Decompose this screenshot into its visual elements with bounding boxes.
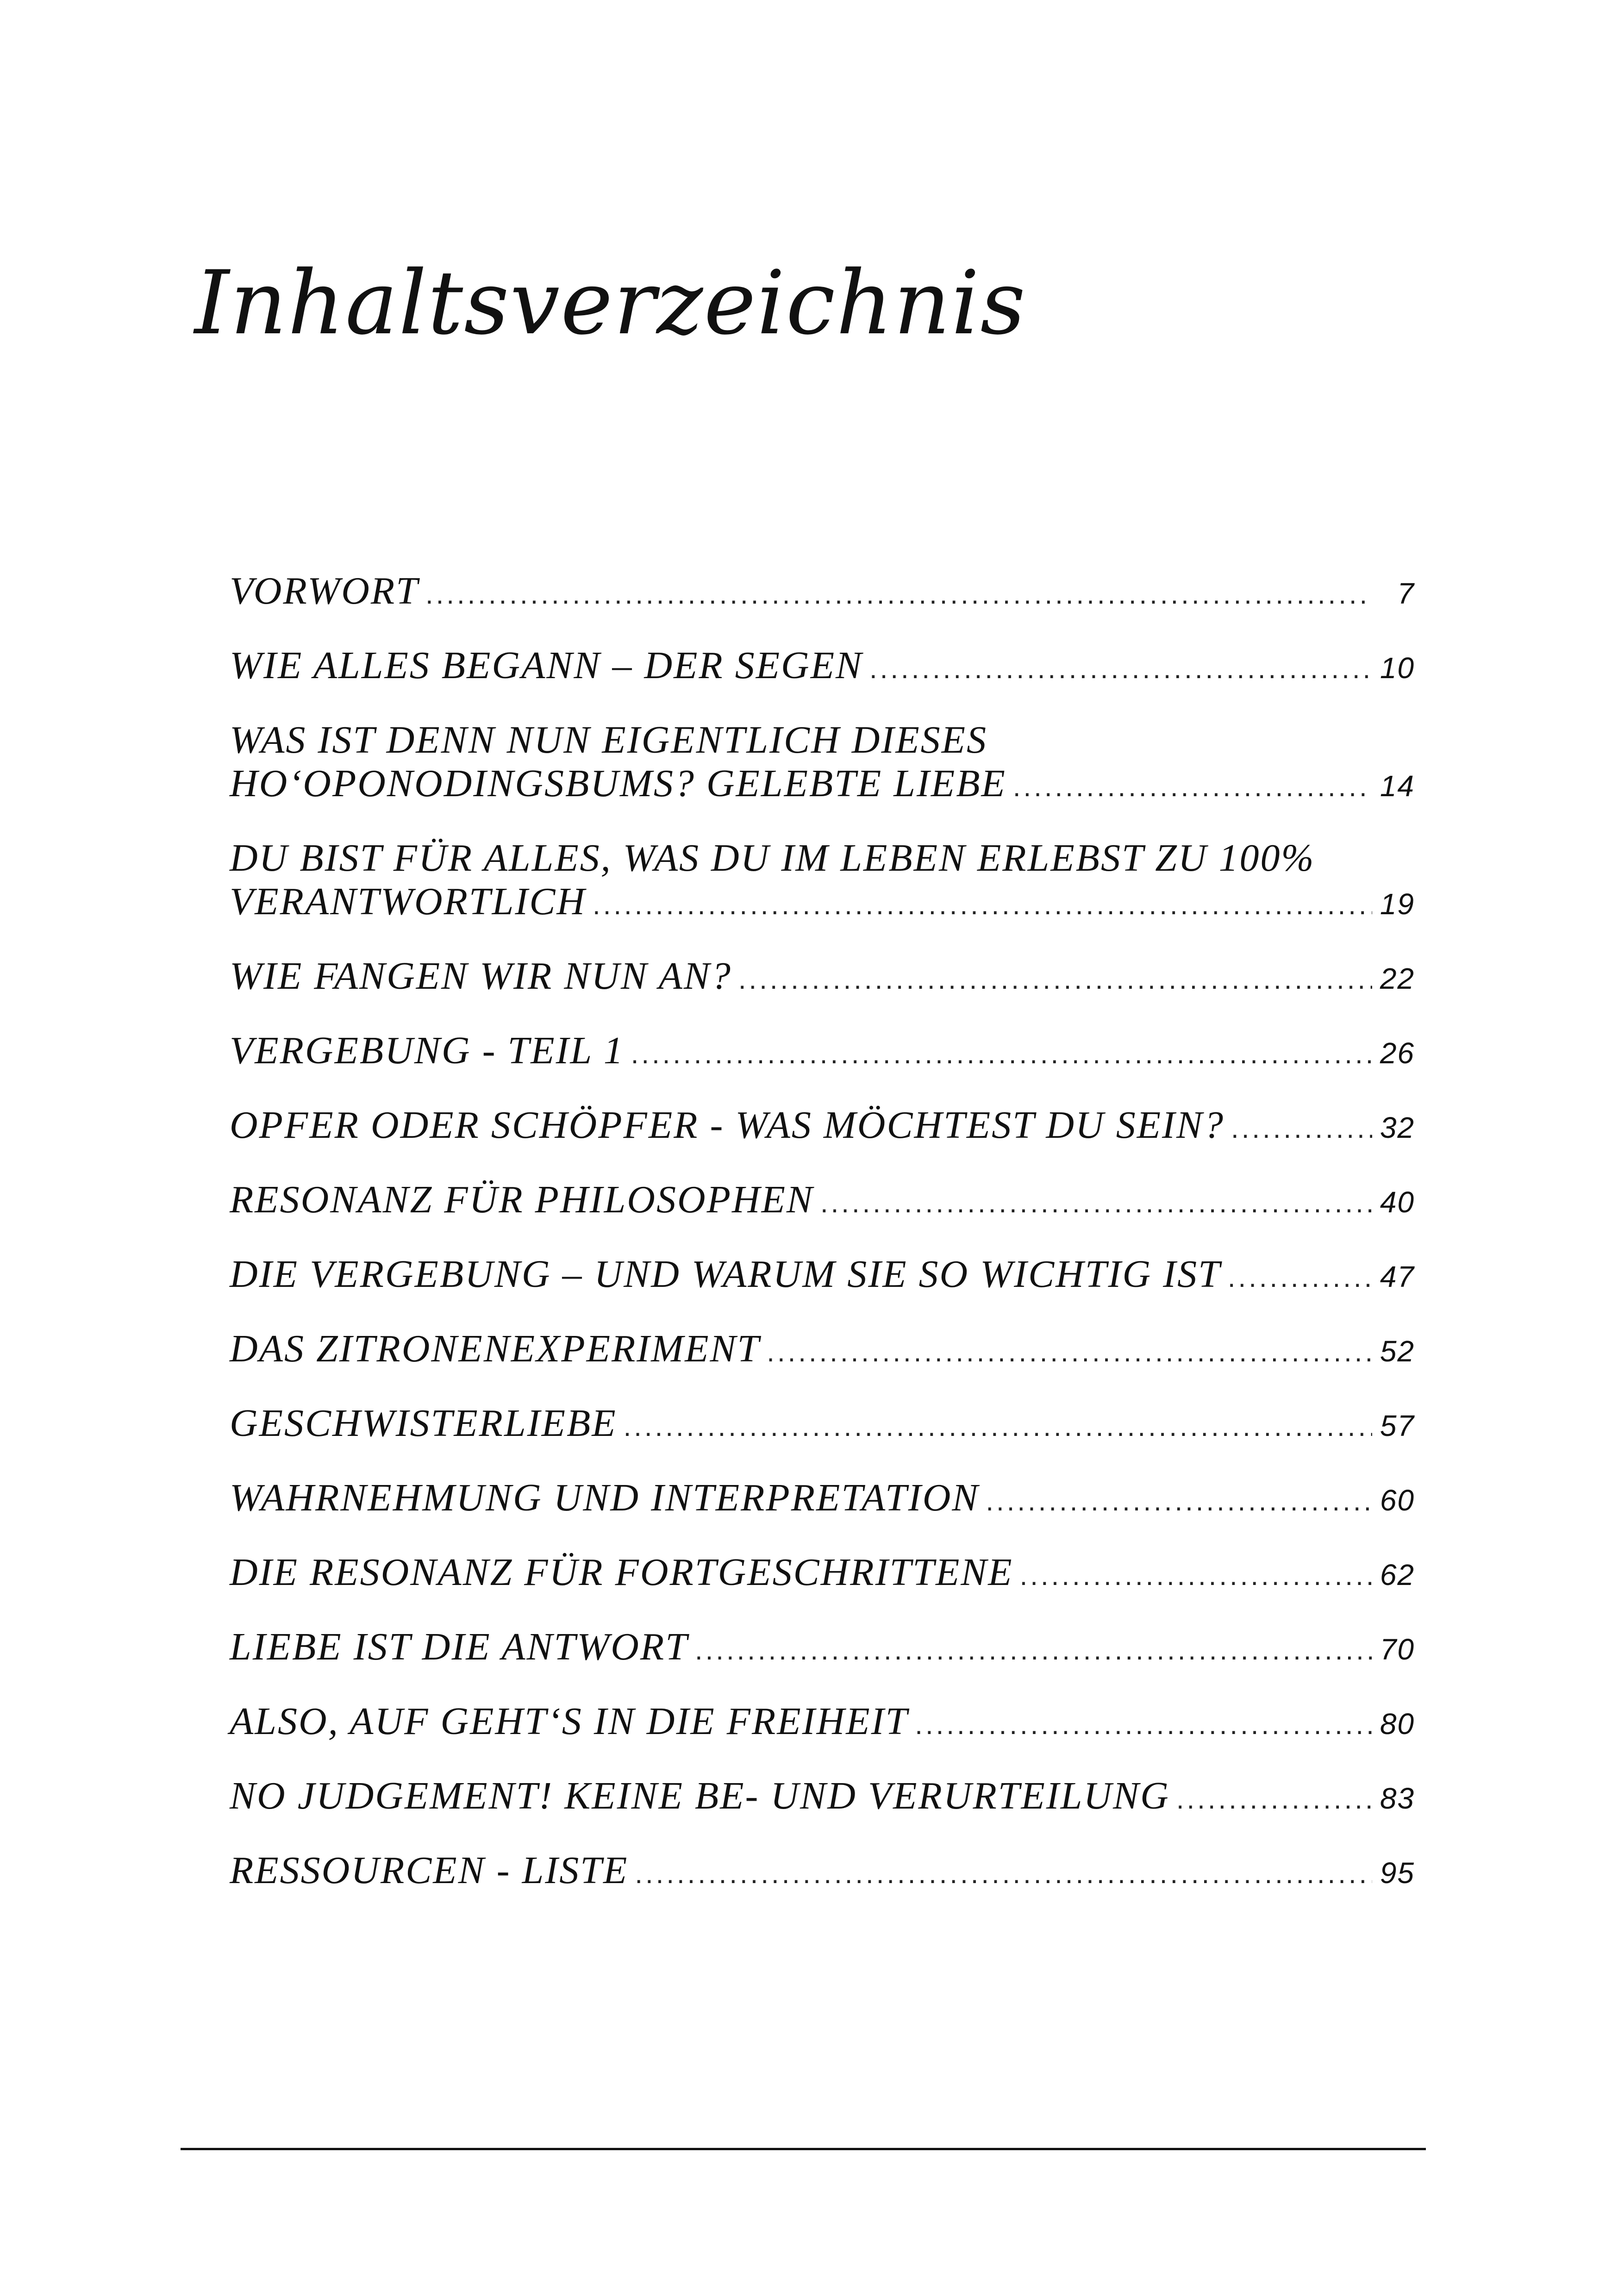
toc-entry-title: OPFER ODER SCHÖPFER - WAS MÖCHTEST DU SEIN? [230, 1104, 1225, 1147]
page-title: Inhaltsverzeichnis [194, 252, 1027, 354]
toc-entry-title: WIE FANGEN WIR NUN AN? [230, 955, 732, 998]
toc-page-number: 52 [1380, 1335, 1415, 1368]
toc-dot-leader [1228, 1256, 1372, 1299]
toc-entry-line [230, 1700, 1415, 1747]
toc-entry-line [230, 762, 1415, 809]
toc-entry-title: VORWORT [230, 569, 419, 612]
toc-entry-title: VERGEBUNG - TEIL 1 [230, 1029, 625, 1072]
toc-entry-title: WAS IST DENN NUN EIGENTLICH DIESES [230, 718, 987, 761]
toc-entry-line [230, 1625, 1415, 1672]
toc-entry-line [230, 1402, 1415, 1448]
toc-entry-title: RESSOURCEN - LISTE [230, 1849, 629, 1892]
toc-entry-line [230, 1774, 1415, 1821]
toc-dot-leader [1231, 1107, 1372, 1150]
toc-dot-leader [425, 573, 1372, 616]
toc-page-number: 60 [1380, 1484, 1415, 1517]
toc-entry[interactable] [230, 718, 1415, 809]
toc-entry-line [230, 1178, 1415, 1225]
toc-entry[interactable] [230, 1625, 1415, 1672]
toc-entry[interactable] [230, 955, 1415, 1001]
toc-dot-leader [1013, 765, 1372, 809]
toc-dot-leader [1020, 1554, 1372, 1597]
toc-page-number: 26 [1380, 1036, 1415, 1070]
toc-entry[interactable] [230, 1402, 1415, 1448]
toc-entry[interactable] [230, 1253, 1415, 1299]
toc-page-number: 32 [1380, 1111, 1415, 1144]
toc-entry-line [230, 955, 1415, 1001]
toc-page-number: 40 [1380, 1185, 1415, 1219]
toc-dot-leader [631, 1032, 1372, 1076]
toc-entry[interactable] [230, 1700, 1415, 1747]
toc-dot-leader [1176, 1778, 1372, 1821]
toc-dot-leader [820, 1181, 1372, 1225]
toc-page-number: 57 [1380, 1409, 1415, 1442]
toc-page-number: 22 [1380, 962, 1415, 995]
toc-entry-line [230, 1029, 1415, 1076]
toc-entry-title: GESCHWISTERLIEBE [230, 1402, 617, 1445]
toc-dot-leader [635, 1852, 1372, 1896]
toc-page-number: 47 [1380, 1260, 1415, 1293]
toc-entry-title: VERANTWORTLICH [230, 880, 587, 923]
toc-entry-line [230, 1327, 1415, 1374]
toc-entry[interactable] [230, 1104, 1415, 1150]
toc-page-number: 14 [1380, 769, 1415, 803]
toc-entry-title: ALSO, AUF GEHT‘S IN DIE FREIHEIT [230, 1700, 909, 1743]
toc-entry-title: WIE ALLES BEGANN – DER SEGEN [230, 644, 863, 687]
toc-dot-leader [986, 1479, 1372, 1523]
toc-entry-title: DIE RESONANZ FÜR FORTGESCHRITTENE [230, 1551, 1013, 1594]
toc-entry-title: NO JUDGEMENT! KEINE BE- UND VERURTEILUNG [230, 1774, 1170, 1817]
toc-entry[interactable] [230, 1774, 1415, 1821]
toc-entry[interactable] [230, 1029, 1415, 1076]
toc-entry[interactable] [230, 1327, 1415, 1374]
toc-page-number: 62 [1380, 1558, 1415, 1591]
toc-dot-leader [695, 1628, 1372, 1672]
toc-entry[interactable] [230, 569, 1415, 616]
toc-entry-title: LIEBE IST DIE ANTWORT [230, 1625, 688, 1668]
toc-page-number: 83 [1380, 1782, 1415, 1815]
toc-entry-line [230, 1476, 1415, 1523]
toc-dot-leader [915, 1703, 1372, 1747]
toc-dot-leader [593, 883, 1372, 927]
table-of-contents [230, 569, 1415, 1923]
toc-page-number: 70 [1380, 1633, 1415, 1666]
toc-entry-title: WAHRNEHMUNG UND INTERPRETATION [230, 1476, 980, 1519]
toc-page-number: 10 [1380, 651, 1415, 685]
toc-entry-line [230, 569, 1415, 616]
toc-entry-title: DU BIST FÜR ALLES, WAS DU IM LEBEN ERLEBST ZU 100% [230, 836, 1315, 880]
toc-entry-line [230, 1253, 1415, 1299]
toc-entry-title: DAS ZITRONENEXPERIMENT [230, 1327, 761, 1370]
toc-entry-line [230, 836, 1415, 880]
toc-entry[interactable] [230, 1849, 1415, 1896]
toc-dot-leader [738, 958, 1372, 1001]
toc-entry-line [230, 718, 1415, 762]
toc-entry-line [230, 880, 1415, 927]
toc-dot-leader [869, 647, 1372, 691]
toc-dot-leader [767, 1330, 1372, 1374]
toc-entry-title: RESONANZ FÜR PHILOSOPHEN [230, 1178, 814, 1221]
toc-page-number: 7 [1397, 577, 1415, 610]
toc-dot-leader [624, 1405, 1372, 1448]
toc-page-number: 80 [1380, 1707, 1415, 1741]
toc-page-number: 95 [1380, 1856, 1415, 1890]
toc-entry[interactable] [230, 836, 1415, 927]
toc-entry[interactable] [230, 1551, 1415, 1597]
toc-entry-line [230, 644, 1415, 691]
toc-entry-line [230, 1849, 1415, 1896]
toc-entry[interactable] [230, 1476, 1415, 1523]
toc-entry[interactable] [230, 644, 1415, 691]
toc-entry-line [230, 1104, 1415, 1150]
toc-entry[interactable] [230, 1178, 1415, 1225]
footer-rule [181, 2148, 1426, 2150]
toc-entry-title: DIE VERGEBUNG – UND WARUM SIE SO WICHTIG IST [230, 1253, 1221, 1296]
toc-entry-title: HO‘OPONODINGSBUMS? GELEBTE LIEBE [230, 762, 1006, 805]
toc-page-number: 19 [1380, 887, 1415, 921]
toc-entry-line [230, 1551, 1415, 1597]
